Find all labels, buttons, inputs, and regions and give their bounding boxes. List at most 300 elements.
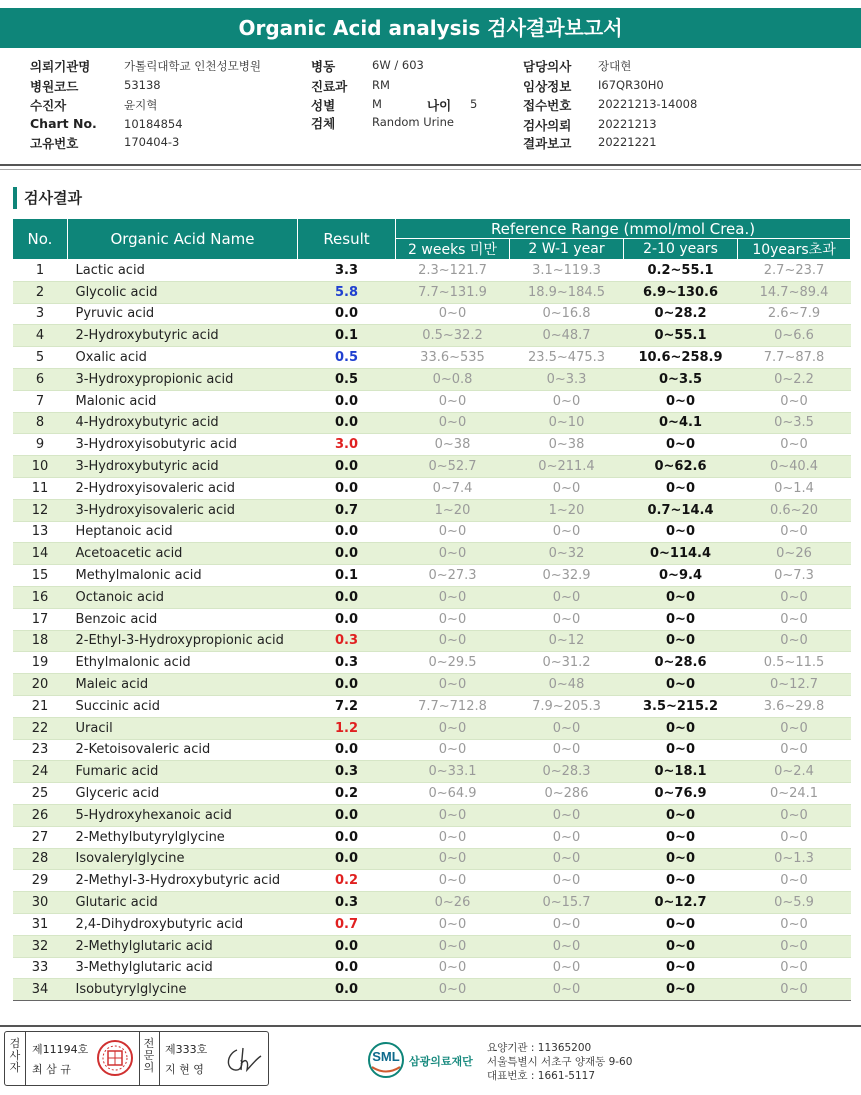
range-2weeks: 0~38: [396, 434, 510, 456]
range-2weeks: 0~0: [396, 739, 510, 761]
range-2weeks: 0~27.3: [396, 565, 510, 587]
acid-name: Lactic acid: [68, 260, 298, 282]
table-row: [13, 630, 851, 652]
range-10years-plus: 0~3.5: [738, 412, 851, 434]
result-value: 0.0: [298, 586, 396, 608]
result-value: 0.0: [298, 412, 396, 434]
table-row: [13, 499, 851, 521]
row-number: 29: [13, 870, 68, 892]
range-2w-1year: 0~0: [510, 913, 624, 935]
range-2w-1year: 0~38: [510, 434, 624, 456]
range-2weeks: 0~0: [396, 957, 510, 979]
range-2w-1year: 0~3.3: [510, 368, 624, 390]
range-2weeks: 0~33.1: [396, 761, 510, 783]
row-number: 27: [13, 826, 68, 848]
range-10years-plus: 0~0: [738, 717, 851, 739]
range-2weeks: 0~0.8: [396, 368, 510, 390]
range-2weeks: 0~0: [396, 543, 510, 565]
acid-name: 2-Ketoisovaleric acid: [68, 739, 298, 761]
range-2w-1year: 23.5~475.3: [510, 347, 624, 369]
row-number: 6: [13, 368, 68, 390]
range-10years-plus: 0~1.3: [738, 848, 851, 870]
header-range-2-10years: 2-10 years: [624, 239, 738, 260]
row-number: 21: [13, 695, 68, 717]
table-row: [13, 281, 851, 303]
range-2weeks: 0~0: [396, 717, 510, 739]
range-10years-plus: 0~0: [738, 957, 851, 979]
result-value: 0.2: [298, 783, 396, 805]
age-value: 5: [470, 97, 478, 111]
range-10years-plus: 0~0: [738, 390, 851, 412]
clinical-value: I67QR30H0: [598, 78, 664, 92]
range-10years-plus: 3.6~29.8: [738, 695, 851, 717]
acid-name: 2,4-Dihydroxybutyric acid: [68, 913, 298, 935]
result-value: 0.0: [298, 674, 396, 696]
organization-name: 삼광의료재단: [409, 1055, 473, 1068]
range-10years-plus: 0~0: [738, 826, 851, 848]
acid-name: Heptanoic acid: [68, 521, 298, 543]
table-row: [13, 892, 851, 914]
row-number: 20: [13, 674, 68, 696]
range-10years-plus: 0~40.4: [738, 456, 851, 478]
phone: 대표번호 : 1661-5117: [487, 1070, 596, 1082]
row-number: 25: [13, 783, 68, 805]
range-2w-1year: 0~286: [510, 783, 624, 805]
result-value: 0.0: [298, 957, 396, 979]
range-10years-plus: 0~0: [738, 608, 851, 630]
specimen-value: Random Urine: [372, 115, 454, 129]
range-10years-plus: 0.6~20: [738, 499, 851, 521]
range-10years-plus: 0~0: [738, 913, 851, 935]
dept-label: 진료과: [311, 79, 348, 94]
row-number: 19: [13, 652, 68, 674]
range-10years-plus: 2.6~7.9: [738, 303, 851, 325]
range-2weeks: 2.3~121.7: [396, 260, 510, 282]
range-10years-plus: 0~0: [738, 521, 851, 543]
row-number: 32: [13, 935, 68, 957]
table-row: [13, 913, 851, 935]
range-2-10years: 0~9.4: [624, 565, 738, 587]
range-2weeks: 0~0: [396, 870, 510, 892]
acid-name: 2-Hydroxyisovaleric acid: [68, 477, 298, 499]
range-10years-plus: 0~26: [738, 543, 851, 565]
range-2weeks: 0~0: [396, 979, 510, 1001]
row-number: 11: [13, 477, 68, 499]
result-value: 3.0: [298, 434, 396, 456]
table-row: [13, 652, 851, 674]
range-10years-plus: 2.7~23.7: [738, 260, 851, 282]
table-row: [13, 325, 851, 347]
range-2-10years: 0~0: [624, 979, 738, 1001]
table-row: [13, 804, 851, 826]
table-row: [13, 717, 851, 739]
table-row: [13, 695, 851, 717]
acid-name: Glyceric acid: [68, 783, 298, 805]
result-value: 0.5: [298, 347, 396, 369]
table-row: [13, 543, 851, 565]
range-2w-1year: 0~0: [510, 848, 624, 870]
row-number: 10: [13, 456, 68, 478]
result-value: 0.0: [298, 477, 396, 499]
sex-label: 성별: [311, 98, 336, 113]
row-number: 12: [13, 499, 68, 521]
acid-name: Fumaric acid: [68, 761, 298, 783]
range-2w-1year: 0~0: [510, 957, 624, 979]
specialist-name: 지 현 영: [165, 1063, 204, 1076]
range-2weeks: 0~26: [396, 892, 510, 914]
organization-logo: [366, 1040, 486, 1080]
result-value: 0.3: [298, 630, 396, 652]
tester-label: 검사자: [9, 1037, 21, 1074]
header-range-2w-1year: 2 W-1 year: [510, 239, 624, 260]
table-row: [13, 434, 851, 456]
table-row: [13, 848, 851, 870]
range-2weeks: 0~0: [396, 630, 510, 652]
range-2w-1year: 0~0: [510, 804, 624, 826]
results-table: [12, 218, 851, 1001]
table-row: [13, 957, 851, 979]
range-2-10years: 0~0: [624, 739, 738, 761]
range-2weeks: 1~20: [396, 499, 510, 521]
range-2weeks: 0~0: [396, 913, 510, 935]
acid-name: 3-Hydroxyisovaleric acid: [68, 499, 298, 521]
table-row: [13, 521, 851, 543]
range-10years-plus: 0~7.3: [738, 565, 851, 587]
range-10years-plus: 0~2.4: [738, 761, 851, 783]
range-2w-1year: 0~15.7: [510, 892, 624, 914]
range-2w-1year: 0~211.4: [510, 456, 624, 478]
acid-name: 2-Methylglutaric acid: [68, 935, 298, 957]
address: 서울특별시 서초구 양재동 9-60: [487, 1056, 633, 1068]
header-result: Result: [298, 219, 396, 260]
table-row: [13, 565, 851, 587]
result-value: 0.0: [298, 456, 396, 478]
range-2weeks: 0~0: [396, 412, 510, 434]
range-2-10years: 0~28.6: [624, 652, 738, 674]
handwritten-signature: [223, 1046, 265, 1076]
acid-name: Ethylmalonic acid: [68, 652, 298, 674]
acid-name: Glycolic acid: [68, 281, 298, 303]
result-value: 0.1: [298, 565, 396, 587]
range-10years-plus: 0~5.9: [738, 892, 851, 914]
result-value: 0.5: [298, 368, 396, 390]
range-2-10years: 0~0: [624, 826, 738, 848]
acid-name: Maleic acid: [68, 674, 298, 696]
result-value: 0.0: [298, 608, 396, 630]
row-number: 34: [13, 979, 68, 1001]
code-label: 병원코드: [30, 79, 79, 94]
row-number: 3: [13, 303, 68, 325]
range-2weeks: 0~0: [396, 586, 510, 608]
acid-name: 2-Hydroxybutyric acid: [68, 325, 298, 347]
range-10years-plus: 0~2.2: [738, 368, 851, 390]
table-row: [13, 979, 851, 1001]
acid-name: Octanoic acid: [68, 586, 298, 608]
range-10years-plus: 0~12.7: [738, 674, 851, 696]
range-2-10years: 0~0: [624, 608, 738, 630]
result-value: 0.0: [298, 804, 396, 826]
range-10years-plus: 0.5~11.5: [738, 652, 851, 674]
result-date-label: 결과보고: [523, 136, 572, 151]
tester-license: 제11194호: [32, 1043, 89, 1056]
tester-name: 최 삼 규: [32, 1063, 71, 1076]
range-2-10years: 0~0: [624, 477, 738, 499]
range-2w-1year: 0~0: [510, 870, 624, 892]
header-no: No.: [13, 219, 68, 260]
range-2w-1year: 0~0: [510, 717, 624, 739]
range-2-10years: 0~0: [624, 913, 738, 935]
sml-mark: SML: [372, 1049, 400, 1064]
table-row: [13, 674, 851, 696]
table-row: [13, 739, 851, 761]
row-number: 16: [13, 586, 68, 608]
table-row: [13, 783, 851, 805]
range-2-10years: 0.2~55.1: [624, 260, 738, 282]
table-row: [13, 347, 851, 369]
specialist-label: 전문의: [143, 1037, 155, 1074]
range-10years-plus: 0~0: [738, 586, 851, 608]
divider: [25, 1032, 26, 1085]
row-number: 33: [13, 957, 68, 979]
range-2-10years: 0~0: [624, 935, 738, 957]
header-reference-range: Reference Range (mmol/mol Crea.): [396, 219, 851, 239]
result-value: 0.0: [298, 935, 396, 957]
range-2-10years: 0~0: [624, 390, 738, 412]
divider: [139, 1032, 140, 1085]
range-2w-1year: 0~0: [510, 739, 624, 761]
range-2weeks: 0.5~32.2: [396, 325, 510, 347]
range-2-10years: 0.7~14.4: [624, 499, 738, 521]
unique-value: 170404-3: [124, 135, 180, 149]
range-2w-1year: 7.9~205.3: [510, 695, 624, 717]
acid-name: 2-Ethyl-3-Hydroxypropionic acid: [68, 630, 298, 652]
result-value: 0.2: [298, 870, 396, 892]
table-row: [13, 412, 851, 434]
receipt-value: 20221213-14008: [598, 97, 698, 111]
range-2-10years: 0~12.7: [624, 892, 738, 914]
acid-name: 2-Methyl-3-Hydroxybutyric acid: [68, 870, 298, 892]
row-number: 2: [13, 281, 68, 303]
range-2-10years: 3.5~215.2: [624, 695, 738, 717]
divider: [0, 164, 861, 166]
range-2w-1year: 0~0: [510, 521, 624, 543]
range-10years-plus: 0~0: [738, 630, 851, 652]
acid-name: Glutaric acid: [68, 892, 298, 914]
sex-value: M: [372, 97, 382, 111]
range-2-10years: 0~0: [624, 630, 738, 652]
row-number: 24: [13, 761, 68, 783]
range-2-10years: 0~0: [624, 957, 738, 979]
range-2weeks: 7.7~712.8: [396, 695, 510, 717]
age-label: 나이: [427, 98, 452, 113]
result-value: 0.7: [298, 913, 396, 935]
result-value: 0.0: [298, 303, 396, 325]
result-value: 7.2: [298, 695, 396, 717]
range-2-10years: 0~0: [624, 848, 738, 870]
range-2w-1year: 0~0: [510, 979, 624, 1001]
section-title: 검사결과: [13, 187, 82, 209]
range-10years-plus: 0~0: [738, 979, 851, 1001]
range-2w-1year: 0~0: [510, 477, 624, 499]
table-row: [13, 586, 851, 608]
acid-name: 5-Hydroxyhexanoic acid: [68, 804, 298, 826]
range-2weeks: 0~0: [396, 826, 510, 848]
result-value: 0.0: [298, 848, 396, 870]
result-value: 0.0: [298, 826, 396, 848]
acid-name: 3-Hydroxybutyric acid: [68, 456, 298, 478]
range-2weeks: 0~0: [396, 608, 510, 630]
range-2-10years: 0~0: [624, 674, 738, 696]
row-number: 15: [13, 565, 68, 587]
table-row: [13, 303, 851, 325]
row-number: 13: [13, 521, 68, 543]
report-title: Organic Acid analysis 검사결과보고서: [0, 8, 861, 48]
hospital-value: 가톨릭대학교 인천성모병원: [124, 59, 261, 73]
acid-name: Acetoacetic acid: [68, 543, 298, 565]
range-2w-1year: 0~48.7: [510, 325, 624, 347]
patient-value: 윤지혁: [124, 98, 158, 112]
range-2-10years: 0~4.1: [624, 412, 738, 434]
range-2w-1year: 0~31.2: [510, 652, 624, 674]
row-number: 14: [13, 543, 68, 565]
row-number: 18: [13, 630, 68, 652]
range-2w-1year: 0~48: [510, 674, 624, 696]
doctor-label: 담당의사: [523, 59, 572, 74]
header-range-10years-plus: 10years초과: [738, 239, 851, 260]
range-2-10years: 0~28.2: [624, 303, 738, 325]
acid-name: Benzoic acid: [68, 608, 298, 630]
range-2w-1year: 0~16.8: [510, 303, 624, 325]
range-2weeks: 33.6~535: [396, 347, 510, 369]
range-2weeks: 0~0: [396, 674, 510, 696]
result-value: 3.3: [298, 260, 396, 282]
divider: [159, 1032, 160, 1085]
result-value: 1.2: [298, 717, 396, 739]
row-number: 17: [13, 608, 68, 630]
range-2-10years: 0~18.1: [624, 761, 738, 783]
receipt-label: 접수번호: [523, 98, 572, 113]
range-2w-1year: 0~32: [510, 543, 624, 565]
unique-label: 고유번호: [30, 136, 79, 151]
result-value: 0.0: [298, 521, 396, 543]
range-2-10years: 0~0: [624, 521, 738, 543]
row-number: 9: [13, 434, 68, 456]
range-2weeks: 0~52.7: [396, 456, 510, 478]
row-number: 28: [13, 848, 68, 870]
row-number: 5: [13, 347, 68, 369]
table-row: [13, 870, 851, 892]
range-2weeks: 0~7.4: [396, 477, 510, 499]
hospital-label: 의뢰기관명: [30, 59, 91, 74]
range-2weeks: 0~0: [396, 521, 510, 543]
result-value: 0.7: [298, 499, 396, 521]
ward-value: 6W / 603: [372, 58, 424, 72]
header-range-2weeks: 2 weeks 미만: [396, 239, 510, 260]
dept-value: RM: [372, 78, 390, 92]
range-2-10years: 0~0: [624, 870, 738, 892]
acid-name: 3-Hydroxypropionic acid: [68, 368, 298, 390]
acid-name: Oxalic acid: [68, 347, 298, 369]
acid-name: 3-Hydroxyisobutyric acid: [68, 434, 298, 456]
acid-name: Uracil: [68, 717, 298, 739]
result-value: 0.0: [298, 543, 396, 565]
ward-label: 병동: [311, 59, 336, 74]
seal-stamp: [95, 1038, 135, 1078]
result-value: 0.0: [298, 390, 396, 412]
range-2w-1year: 0~0: [510, 390, 624, 412]
range-2weeks: 0~29.5: [396, 652, 510, 674]
range-2-10years: 0~3.5: [624, 368, 738, 390]
range-2w-1year: 0~10: [510, 412, 624, 434]
range-2weeks: 0~0: [396, 303, 510, 325]
range-2w-1year: 0~0: [510, 586, 624, 608]
range-10years-plus: 0~0: [738, 935, 851, 957]
divider: [0, 169, 861, 170]
request-value: 20221213: [598, 117, 657, 131]
range-10years-plus: 14.7~89.4: [738, 281, 851, 303]
range-2weeks: 0~0: [396, 848, 510, 870]
patient-label: 수진자: [30, 98, 67, 113]
range-2-10years: 0~76.9: [624, 783, 738, 805]
acid-name: Isobutyrylglycine: [68, 979, 298, 1001]
result-value: 5.8: [298, 281, 396, 303]
specialist-license: 제333호: [165, 1043, 208, 1056]
range-2weeks: 0~0: [396, 935, 510, 957]
table-row: [13, 260, 851, 282]
result-value: 0.3: [298, 892, 396, 914]
row-number: 23: [13, 739, 68, 761]
range-2weeks: 7.7~131.9: [396, 281, 510, 303]
table-row: [13, 761, 851, 783]
result-value: 0.0: [298, 979, 396, 1001]
range-2w-1year: 1~20: [510, 499, 624, 521]
range-2weeks: 0~0: [396, 390, 510, 412]
signature-box: [4, 1031, 269, 1086]
range-10years-plus: 0~0: [738, 804, 851, 826]
acid-name: 3-Methylglutaric acid: [68, 957, 298, 979]
table-row: [13, 368, 851, 390]
range-2-10years: 0~62.6: [624, 456, 738, 478]
doctor-value: 장대현: [598, 59, 632, 73]
range-2w-1year: 0~32.9: [510, 565, 624, 587]
clinical-label: 임상정보: [523, 79, 572, 94]
range-2-10years: 6.9~130.6: [624, 281, 738, 303]
acid-name: Methylmalonic acid: [68, 565, 298, 587]
range-10years-plus: 0~6.6: [738, 325, 851, 347]
range-2-10years: 0~0: [624, 434, 738, 456]
range-10years-plus: 0~1.4: [738, 477, 851, 499]
range-2weeks: 0~64.9: [396, 783, 510, 805]
range-2-10years: 0~0: [624, 717, 738, 739]
row-number: 8: [13, 412, 68, 434]
row-number: 22: [13, 717, 68, 739]
header-name: Organic Acid Name: [68, 219, 298, 260]
range-2weeks: 0~0: [396, 804, 510, 826]
table-row: [13, 608, 851, 630]
range-2-10years: 10.6~258.9: [624, 347, 738, 369]
range-10years-plus: 0~0: [738, 434, 851, 456]
range-2-10years: 0~114.4: [624, 543, 738, 565]
table-row: [13, 456, 851, 478]
range-10years-plus: 7.7~87.8: [738, 347, 851, 369]
range-10years-plus: 0~24.1: [738, 783, 851, 805]
result-value: 0.3: [298, 652, 396, 674]
acid-name: Isovalerylglycine: [68, 848, 298, 870]
acid-name: Succinic acid: [68, 695, 298, 717]
row-number: 4: [13, 325, 68, 347]
table-row: [13, 477, 851, 499]
row-number: 7: [13, 390, 68, 412]
